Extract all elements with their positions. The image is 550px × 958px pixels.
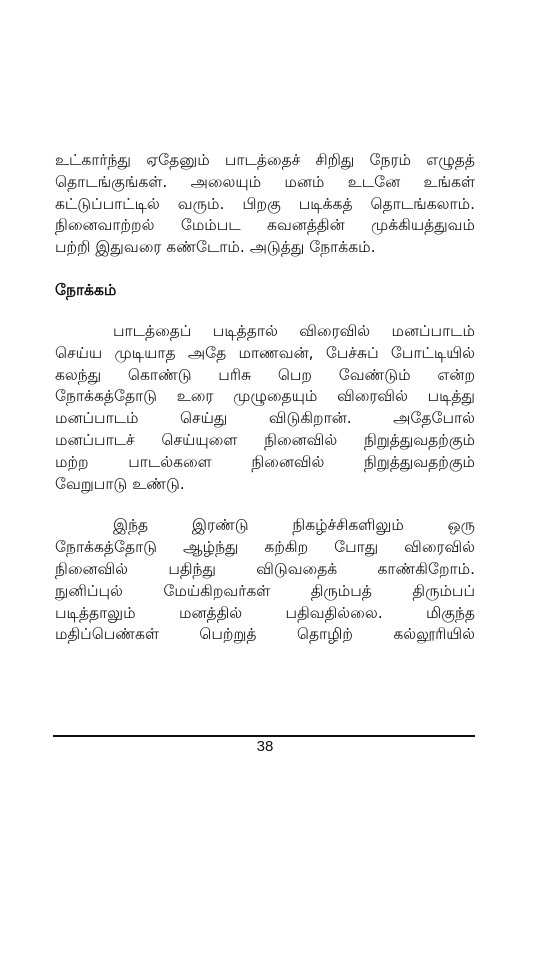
paragraph-3-line: நினைவில் பதிந்து விடுவதைக் காண்கிறோம். bbox=[55, 559, 475, 578]
page-body bbox=[55, 150, 475, 646]
paragraph-3-line: இந்த இரண்டு நிகழ்ச்சிகளிலும் ஒரு bbox=[113, 516, 475, 535]
paragraph-2-line: செய்ய முடியாத அதே மாணவன், பேச்சுப் போட்டியில் bbox=[55, 343, 475, 362]
section-heading: நோக்கம் bbox=[55, 280, 117, 299]
paragraph-3-line: படித்தாலும் மனத்தில் பதிவதில்லை. மிகுந்த bbox=[55, 603, 475, 622]
paragraph-3 bbox=[55, 515, 475, 646]
paragraph-1-line: உட்கார்ந்து ஏதேனும் பாடத்தைச் சிறிது நேரம் எழுதத் bbox=[55, 151, 475, 169]
paragraph-1-line: நினைவாற்றல் மேம்பட கவனத்தின் முக்கியத்துவம் bbox=[55, 216, 475, 235]
paragraph-2-line: நோக்கத்தோடு உரை முழுதையும் விரைவில் படித்து bbox=[55, 387, 475, 406]
paragraph-2-line: மனப்பாடச் செய்யுளை நினைவில் நிறுத்துவதற்கும் bbox=[55, 430, 475, 449]
paragraph-2-line: பாடத்தைப் படித்தால் விரைவில் மனப்பாடம் bbox=[113, 321, 475, 340]
paragraph-2-line: மனப்பாடம் செய்து விடுகிறான். அதேபோல் bbox=[55, 409, 475, 428]
paragraph-3-line: நுனிப்புல் மேய்கிறவர்கள் திரும்பத் திரும்பப் bbox=[55, 581, 475, 600]
paragraph-3-line: மதிப்பெண்கள் பெற்றுத் தொழிற் கல்லூரியில் bbox=[55, 625, 475, 644]
paragraph-1 bbox=[55, 150, 475, 259]
paragraph-1-line: கட்டுப்பாட்டில் வரும். பிறகு படிக்கத் தொடங்கலாம். bbox=[55, 194, 475, 213]
paragraph-2-line: கலந்து கொண்டு பரிசு பெற வேண்டும் என்ற bbox=[55, 365, 475, 384]
paragraph-1-line: தொடங்குங்கள். அலையும் மனம் உடனே உங்கள் bbox=[55, 172, 475, 191]
paragraph-2 bbox=[55, 321, 475, 495]
page-number: 38 bbox=[256, 738, 274, 755]
paragraph-2-line: வேறுபாடு உண்டு. bbox=[55, 474, 185, 493]
paragraph-gap bbox=[55, 495, 475, 515]
paragraph-2-line: மற்ற பாடல்களை நினைவில் நிறுத்துவதற்கும் bbox=[55, 452, 475, 471]
paragraph-1-line: பற்றி இதுவரை கண்டோம். அடுத்து நோக்கம். bbox=[55, 238, 376, 257]
paragraph-3-line: நோக்கத்தோடு ஆழ்ந்து கற்கிற போது விரைவில் bbox=[55, 538, 475, 557]
